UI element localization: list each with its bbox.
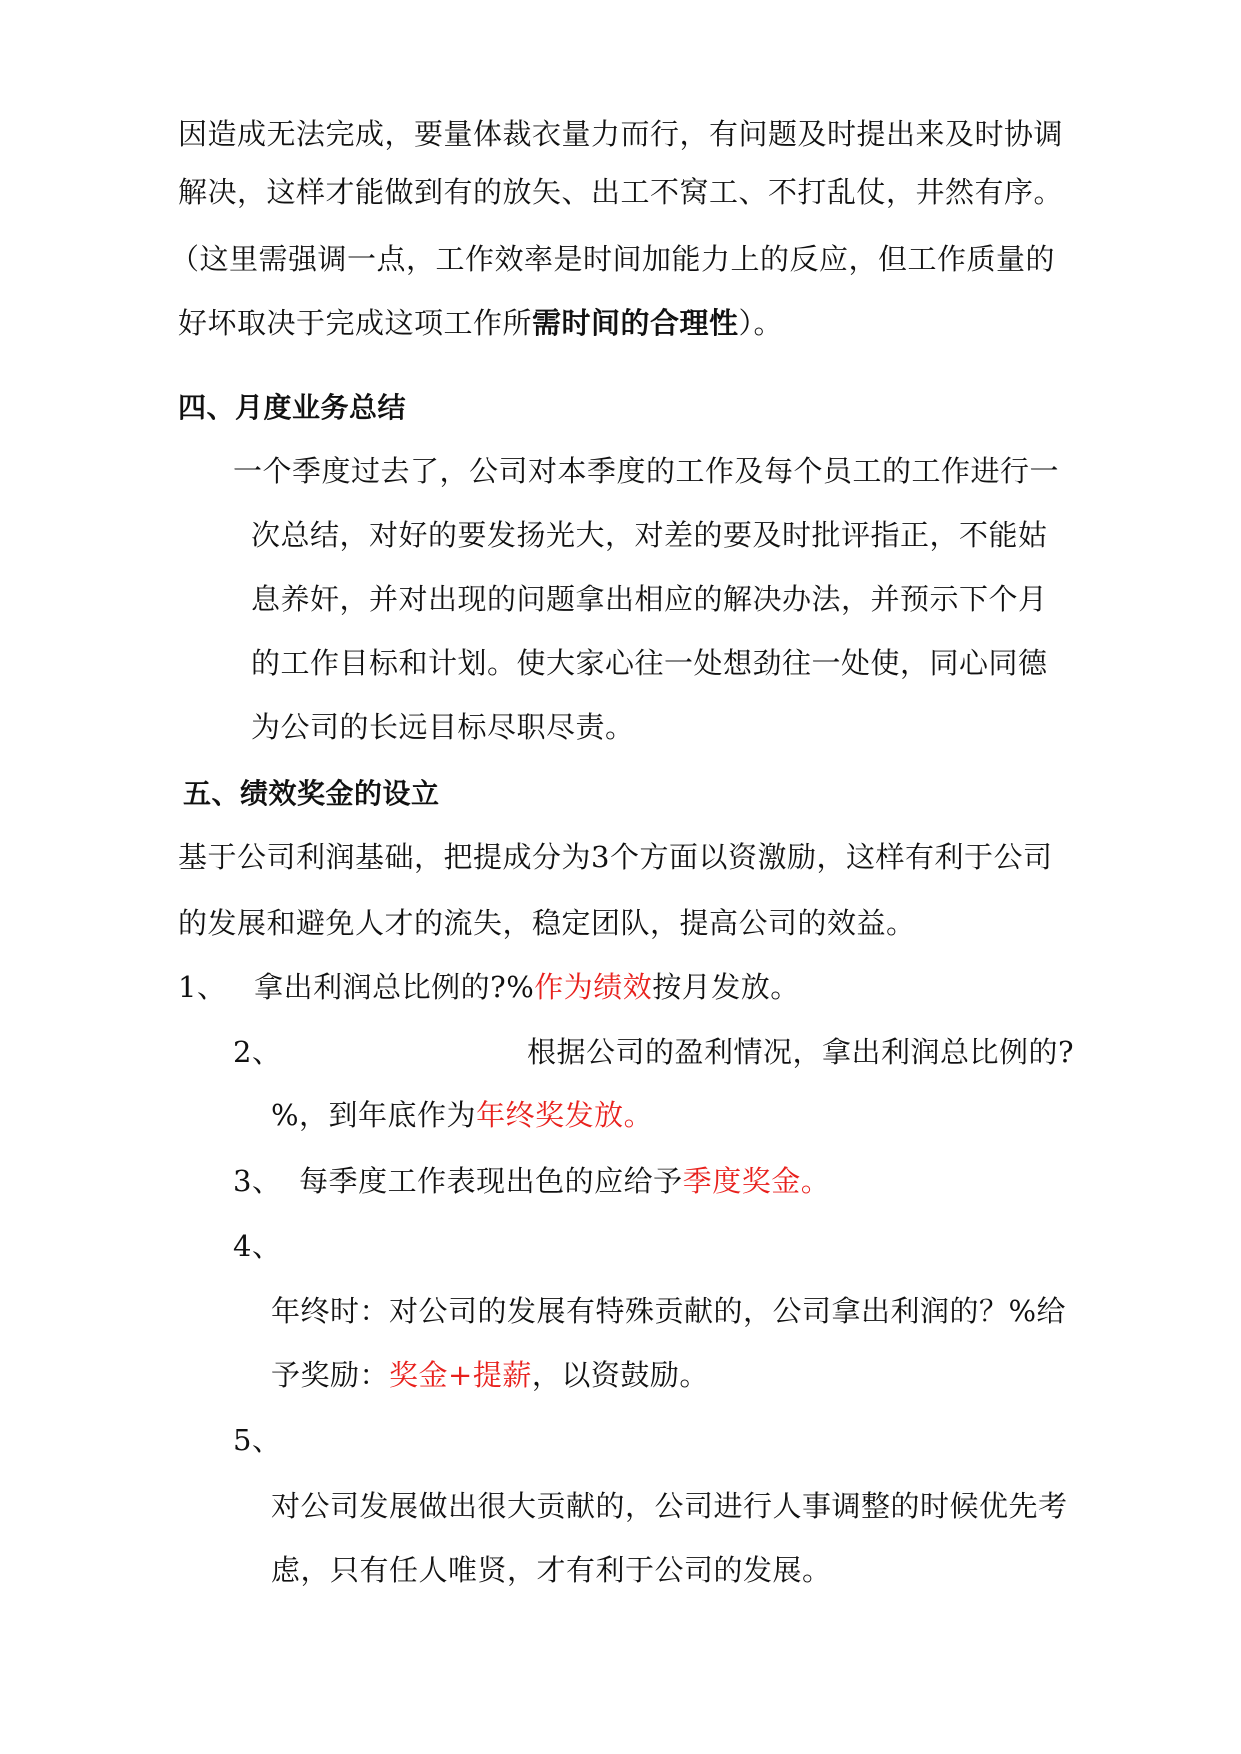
paragraph-line bbox=[178, 303, 783, 343]
list-item-1 bbox=[178, 967, 800, 1007]
text-span: 按月发放。 bbox=[652, 970, 800, 1004]
red-emphasis: 年终奖发放。 bbox=[476, 1098, 654, 1132]
list-item-5-number: 5、 bbox=[233, 1423, 282, 1457]
list-item-5-line: 虑，只有任人唯贤，才有利于公司的发展。 bbox=[271, 1553, 832, 1587]
list-item-3 bbox=[233, 1161, 830, 1201]
section-heading-4: 四、月度业务总结 bbox=[178, 391, 407, 424]
list-item-4-line bbox=[271, 1355, 709, 1395]
list-item-4-line: 年终时：对公司的发展有特殊贡献的，公司拿出利润的？%给 bbox=[271, 1294, 1067, 1328]
paragraph-line: （这里需强调一点，工作效率是时间加能力上的反应，但工作质量的 bbox=[170, 242, 1056, 276]
list-item-5-line: 对公司发展做出很大贡献的，公司进行人事调整的时候优先考 bbox=[271, 1489, 1068, 1523]
paragraph-line: 一个季度过去了，公司对本季度的工作及每个员工的工作进行一 bbox=[233, 454, 1060, 488]
text-span: ，以资鼓励。 bbox=[531, 1358, 709, 1392]
red-emphasis: 作为绩效 bbox=[534, 970, 653, 1004]
paragraph-line: 的工作目标和计划。使大家心往一处想劲往一处使，同心同德 bbox=[251, 646, 1048, 680]
text-span: 好坏取决于完成这项工作所 bbox=[178, 306, 533, 340]
red-emphasis: 季度奖金。 bbox=[682, 1164, 831, 1198]
paragraph-line: 基于公司利润基础，把提成分为3个方面以资激励，这样有利于公司 bbox=[178, 840, 1053, 874]
text-span: 拿出利润总比例的?% bbox=[254, 970, 535, 1004]
paragraph-line: 解决，这样才能做到有的放矢、出工不窝工、不打乱仗，井然有序。 bbox=[178, 175, 1064, 209]
paragraph-line: 因造成无法完成，要量体裁衣量力而行，有问题及时提出来及时协调 bbox=[178, 117, 1064, 151]
paragraph-line: 次总结，对好的要发扬光大，对差的要及时批评指正，不能姑 bbox=[251, 518, 1048, 552]
text-span: 每季度工作表现出色的应给予 bbox=[299, 1164, 683, 1198]
paragraph-line: 为公司的长远目标尽职尽责。 bbox=[251, 710, 635, 744]
red-emphasis: 奖金+提薪 bbox=[389, 1358, 532, 1392]
bold-emphasis: 需时间的合理性 bbox=[532, 306, 739, 340]
text-span: 予奖励： bbox=[271, 1358, 390, 1392]
list-item-2-text: 根据公司的盈利情况，拿出利润总比例的? bbox=[527, 1035, 1075, 1069]
list-item-2-number: 2、 bbox=[233, 1035, 282, 1069]
paragraph-line: 的发展和避免人才的流失，稳定团队，提高公司的效益。 bbox=[178, 906, 916, 940]
list-number: 3、 bbox=[233, 1164, 282, 1198]
paragraph-line: 息养奸，并对出现的问题拿出相应的解决办法，并预示下个月 bbox=[251, 582, 1048, 616]
list-item-4-number: 4、 bbox=[233, 1229, 282, 1263]
text-span: %，到年底作为 bbox=[271, 1098, 477, 1132]
list-item-2-continuation bbox=[271, 1095, 653, 1135]
section-heading-5: 五、绩效奖金的设立 bbox=[183, 777, 440, 810]
list-number: 1、 bbox=[178, 970, 227, 1004]
text-span: ）。 bbox=[738, 306, 784, 340]
